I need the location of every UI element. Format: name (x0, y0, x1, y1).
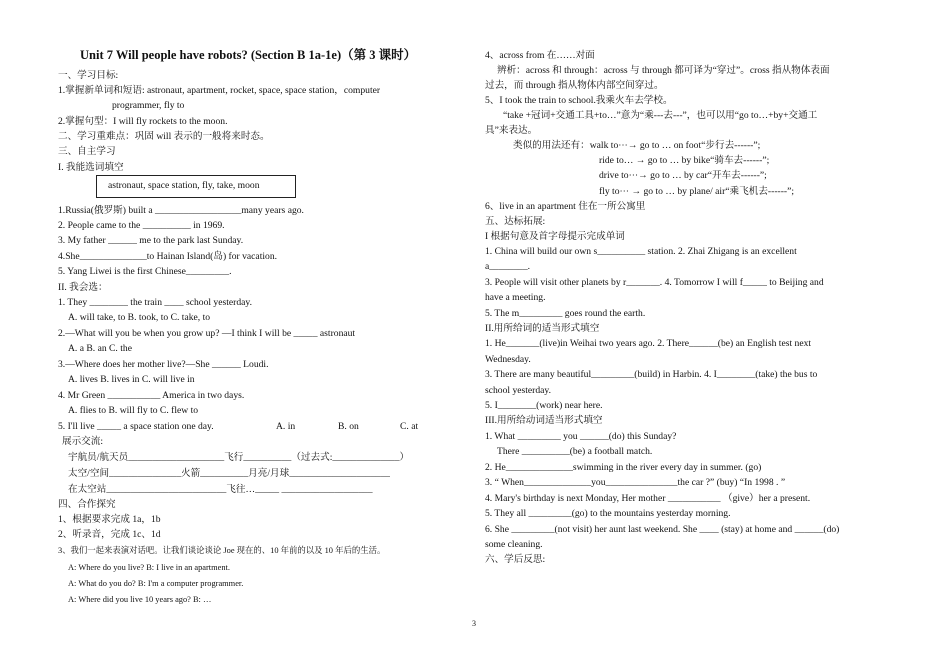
exercise-line: 3.—Where does her mother live?—She ______ Loudi. (58, 359, 269, 370)
exercise-line: 2. He______________swimming in the river every day in summer. (go) (485, 462, 762, 473)
subsection-heading: II.用所给词的适当形式填空 (485, 323, 600, 334)
exercise-line: 1.Russia(俄罗斯) built a __________________many years ago. (58, 205, 304, 216)
exercise-line: school yesterday. (485, 385, 551, 396)
exercise-line: 4.She______________to Hainan Island(岛) for vacation. (58, 251, 278, 262)
exercise-line: 5. I'll live _____ a space station one day. (58, 421, 214, 432)
objective-line: 1.掌握新单词和短语: astronaut, apartment, rocket, space, space station，computer (58, 85, 381, 96)
task-line: 1、根据要求完成 1a，1b (58, 514, 161, 525)
section-heading: 三、自主学习 (58, 146, 116, 157)
exercise-line: 3. “ When______________you_______________the car ?” (buy) “In 1998 . ” (485, 477, 786, 488)
note-line: 辨析：across 和 through：across 与 through 都可译为“穿过”。cross 指从物体表面 (497, 65, 830, 76)
exercise-options: A. lives B. lives in C. will live in (68, 374, 195, 385)
exercise-line: 1. What _________ you ______(do) this Sunday? (485, 431, 677, 442)
note-line: fly to⋯ → go to … by plane/ air“乘飞机去------”; (599, 186, 795, 197)
word-bank: astronaut, space station, fly, take, moon (108, 180, 260, 191)
exercise-line: There __________(be) a football match. (497, 446, 653, 457)
exercise-line: some cleaning. (485, 539, 543, 550)
subsection-heading: II. 我会选： (58, 282, 108, 293)
exercise-line: 1. He_______(live)in Weihai two years ago. 2. There______(be) an English test next (485, 338, 812, 349)
note-line: 6、live in an apartment 住在一所公寓里 (485, 201, 646, 212)
section-heading: 四、合作探究 (58, 499, 116, 510)
note-line: 5、I took the train to school.我乘火车去学校。 (485, 95, 673, 106)
note-line: 过去，而 through 指从物体内部空间穿过。 (485, 80, 664, 91)
dialogue-line: A: Where do you live? B: I live in an apartment. (68, 563, 230, 572)
objective-line: 2.掌握句型：I will fly rockets to the moon. (58, 116, 228, 127)
exercise-options: A. will take, to B. took, to C. take, to (68, 312, 211, 323)
note-line: 具”来表达。 (485, 125, 538, 136)
task-line: 3、我们一起来表演对话吧。让我们谈论谈论 Joe 现在的、10 年前的以及 10 年后的生活。 (58, 546, 386, 555)
section-heading: 一、学习目标: (58, 70, 119, 81)
task-line: 2、听录音，完成 1c、1d (58, 529, 161, 540)
page-title: Unit 7 Will people have robots? (Section B 1a-1e)（第 3 课时） (80, 48, 417, 62)
exercise-line: 1. China will build our own s__________ station. 2. Zhai Zhigang is an excellent (485, 246, 797, 257)
note-line: 4、across from 在……对面 (485, 50, 595, 61)
exercise-line: 1. They ________ the train ____ school yesterday. (58, 297, 252, 308)
vocab-line: 在太空站_________________________飞往…_____ ___________________ (68, 484, 373, 495)
exercise-line: 5. The m_________ goes round the earth. (485, 308, 646, 319)
subsection-heading: I. 我能选词填空 (58, 162, 124, 173)
note-line: ride to… → go to … by bike“骑车去------”; (599, 155, 770, 166)
page-number: 3 (472, 619, 476, 628)
exercise-options: B. on (338, 421, 359, 432)
note-line: “take +冠词+交通工具+to…”意为“乘---去---”，也可以用“go to…+by+交通工 (503, 110, 818, 121)
exercise-line: 2. People came to the __________ in 1969. (58, 220, 225, 231)
subsection-heading: I 根据句意及首字母提示完成单词 (485, 231, 625, 242)
exercise-line: 5. I________(work) near here. (485, 400, 603, 411)
exercise-line: 4. Mary's birthday is next Monday, Her mother ___________ （give）her a present. (485, 493, 811, 504)
exercise-line: 6. She _________(not visit) her aunt last weekend. She ____ (stay) at home and ______(do) (485, 524, 840, 535)
exercise-line: 3. There are many beautiful_________(build) in Harbin. 4. I________(take) the bus to (485, 369, 818, 380)
exercise-options: A. in (276, 421, 296, 432)
exercise-line: 5. They all _________(go) to the mountains yesterday morning. (485, 508, 731, 519)
section-heading: 二、学习重难点：巩固 will 表示的一般将来时态。 (58, 131, 270, 142)
note-line: 类似的用法还有：walk to⋯→ go to … on foot“步行去------”; (513, 140, 761, 151)
dialogue-line: A: Where did you live 10 years ago? B: … (68, 595, 212, 604)
dialogue-line: A: What do you do? B: I'm a computer programmer. (68, 579, 244, 588)
exercise-options: C. at (400, 421, 419, 432)
section-heading: 六、学后反思: (485, 554, 546, 565)
subsection-heading: III.用所给动词适当形式填空 (485, 415, 603, 426)
exercise-line: a________. (485, 261, 531, 272)
exercise-line: 4. Mr Green ___________ America in two days. (58, 390, 245, 401)
exercise-options: A. a B. an C. the (68, 343, 132, 354)
exercise-line: 2.—What will you be when you grow up? —I think I will be _____ astronaut (58, 328, 356, 339)
vocab-line: 太空/空间_______________火箭__________月亮/月球_____________________ (68, 468, 390, 479)
exercise-line: have a meeting. (485, 292, 546, 303)
exercise-line: 3. People will visit other planets by r_______. 4. Tomorrow I will f_____ to Beijing and (485, 277, 824, 288)
exercise-options: A. flies to B. will fly to C. flew to (68, 405, 199, 416)
subsection-heading: 展示交流: (62, 436, 104, 447)
vocab-line: 宇航员/航天员____________________飞行__________（过去式:______________） (68, 452, 410, 463)
exercise-line: 5. Yang Liwei is the first Chinese_________. (58, 266, 232, 277)
note-line: drive to⋯→ go to … by car“开车去------”; (599, 170, 767, 181)
exercise-line: Wednesday. (485, 354, 531, 365)
exercise-line: 3. My father ______ me to the park last Sunday. (58, 235, 244, 246)
objective-line: programmer, fly to (112, 100, 185, 111)
section-heading: 五、达标拓展: (485, 216, 546, 227)
